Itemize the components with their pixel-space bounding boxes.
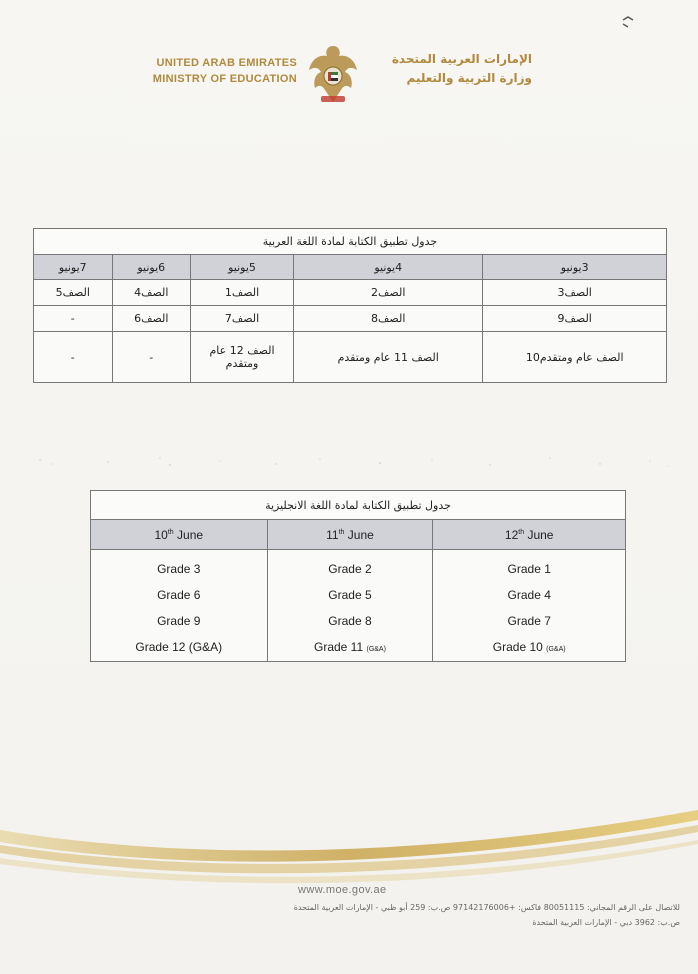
grade-item: Grade 1 bbox=[507, 562, 551, 576]
english-schedule-table bbox=[90, 490, 626, 662]
table-cell: - bbox=[112, 332, 190, 383]
table-cell: الصف8 bbox=[294, 306, 483, 332]
grade-item: Grade 8 bbox=[328, 614, 372, 628]
header-ar-line2: وزارة التربية والتعليم bbox=[406, 71, 532, 85]
table-row bbox=[34, 280, 667, 306]
table-row bbox=[34, 306, 667, 332]
arabic-table-title: جدول تطبيق الكتابة لمادة اللغة العربية bbox=[34, 229, 667, 255]
grade-item: Grade 7 bbox=[507, 614, 551, 628]
grade-item: Grade 4 bbox=[507, 588, 551, 602]
grade-column-10-june bbox=[91, 550, 268, 662]
table-cell: الصف 12 عام ومتقدم bbox=[191, 332, 294, 383]
english-table-title: جدول تطبيق الكتابة لمادة اللغة الانجليزية bbox=[91, 491, 626, 520]
arabic-schedule-table bbox=[33, 228, 667, 383]
table-cell: الصف3 bbox=[483, 280, 667, 306]
table-cell: الصف2 bbox=[294, 280, 483, 306]
table-cell: - bbox=[34, 332, 113, 383]
header-month: June bbox=[344, 527, 374, 542]
grade-item: Grade 2 bbox=[328, 562, 372, 576]
header-month: June bbox=[173, 527, 204, 542]
header-arabic bbox=[372, 50, 532, 88]
column-header: 5يونيو bbox=[191, 255, 294, 280]
table-cell: الصف7 bbox=[191, 306, 294, 332]
table-cell: الصف6 bbox=[112, 306, 190, 332]
header-suffix: th bbox=[167, 528, 174, 536]
header-en-line1: UNITED ARAB EMIRATES bbox=[156, 57, 297, 69]
table-cell: - bbox=[34, 306, 113, 332]
grade-item: Grade 5 bbox=[328, 588, 372, 602]
column-header: 3يونيو bbox=[483, 255, 667, 280]
column-header-12-june bbox=[433, 520, 626, 550]
header-month: June bbox=[524, 527, 554, 542]
corner-mark-icon bbox=[622, 16, 634, 28]
table-row bbox=[34, 332, 667, 383]
grade-item: Grade 3 bbox=[157, 562, 201, 576]
grade-label: Grade 11 bbox=[313, 640, 364, 654]
grade-item: Grade 9 bbox=[157, 614, 201, 628]
header-suffix: th bbox=[338, 528, 345, 536]
grade-column-12-june bbox=[433, 550, 626, 662]
scan-noise bbox=[20, 452, 680, 472]
table-cell: الصف5 bbox=[34, 280, 113, 306]
header-day: 12 bbox=[504, 527, 519, 542]
grade-item: Grade 6 bbox=[157, 588, 201, 602]
grade-item bbox=[269, 634, 432, 660]
column-header-10-june bbox=[91, 520, 268, 550]
table-cell: الصف4 bbox=[112, 280, 190, 306]
grade-column-11-june bbox=[267, 550, 433, 662]
table-body-row bbox=[91, 550, 626, 662]
website-link[interactable]: www.moe.gov.ae bbox=[298, 884, 387, 896]
grade-item: Grade 12 (G&A) bbox=[135, 640, 223, 654]
header-day: 10 bbox=[154, 527, 168, 542]
uae-emblem-icon bbox=[305, 40, 361, 110]
column-header: 4يونيو bbox=[294, 255, 483, 280]
grade-label: Grade 10 bbox=[492, 640, 543, 654]
grade-item bbox=[434, 634, 624, 660]
table-cell: الصف عام ومتقدم10 bbox=[483, 332, 667, 383]
table-cell: الصف9 bbox=[483, 306, 667, 332]
header-suffix: th bbox=[518, 528, 525, 536]
column-header-11-june bbox=[267, 520, 433, 550]
column-header: 6يونيو bbox=[112, 255, 190, 280]
grade-stream: (G&A) bbox=[546, 646, 566, 653]
header-en-line2: MINISTRY OF EDUCATION bbox=[152, 73, 297, 85]
table-cell: الصف 11 عام ومتقدم bbox=[294, 332, 483, 383]
table-cell: الصف1 bbox=[191, 280, 294, 306]
table-header-row bbox=[91, 520, 626, 550]
header-day: 11 bbox=[326, 527, 339, 542]
table-title-row bbox=[34, 229, 667, 255]
header-ar-line1: الإمارات العربية المتحدة bbox=[391, 52, 532, 66]
header-english bbox=[147, 55, 297, 87]
table-header-row bbox=[34, 255, 667, 280]
column-header: 7يونيو bbox=[34, 255, 113, 280]
footer-address-line: ص.ب: 3962 دبي - الإمارات العربية المتحدة bbox=[532, 918, 680, 927]
grade-stream: (G&A) bbox=[366, 646, 386, 653]
footer-contact-line: للاتصال على الرقم المجاني: 80051115 فاكس: +97142176006 ص.ب: 259 أبو ظبي - الإمارات العربية المتحدة bbox=[293, 903, 680, 912]
table-title-row bbox=[91, 491, 626, 520]
